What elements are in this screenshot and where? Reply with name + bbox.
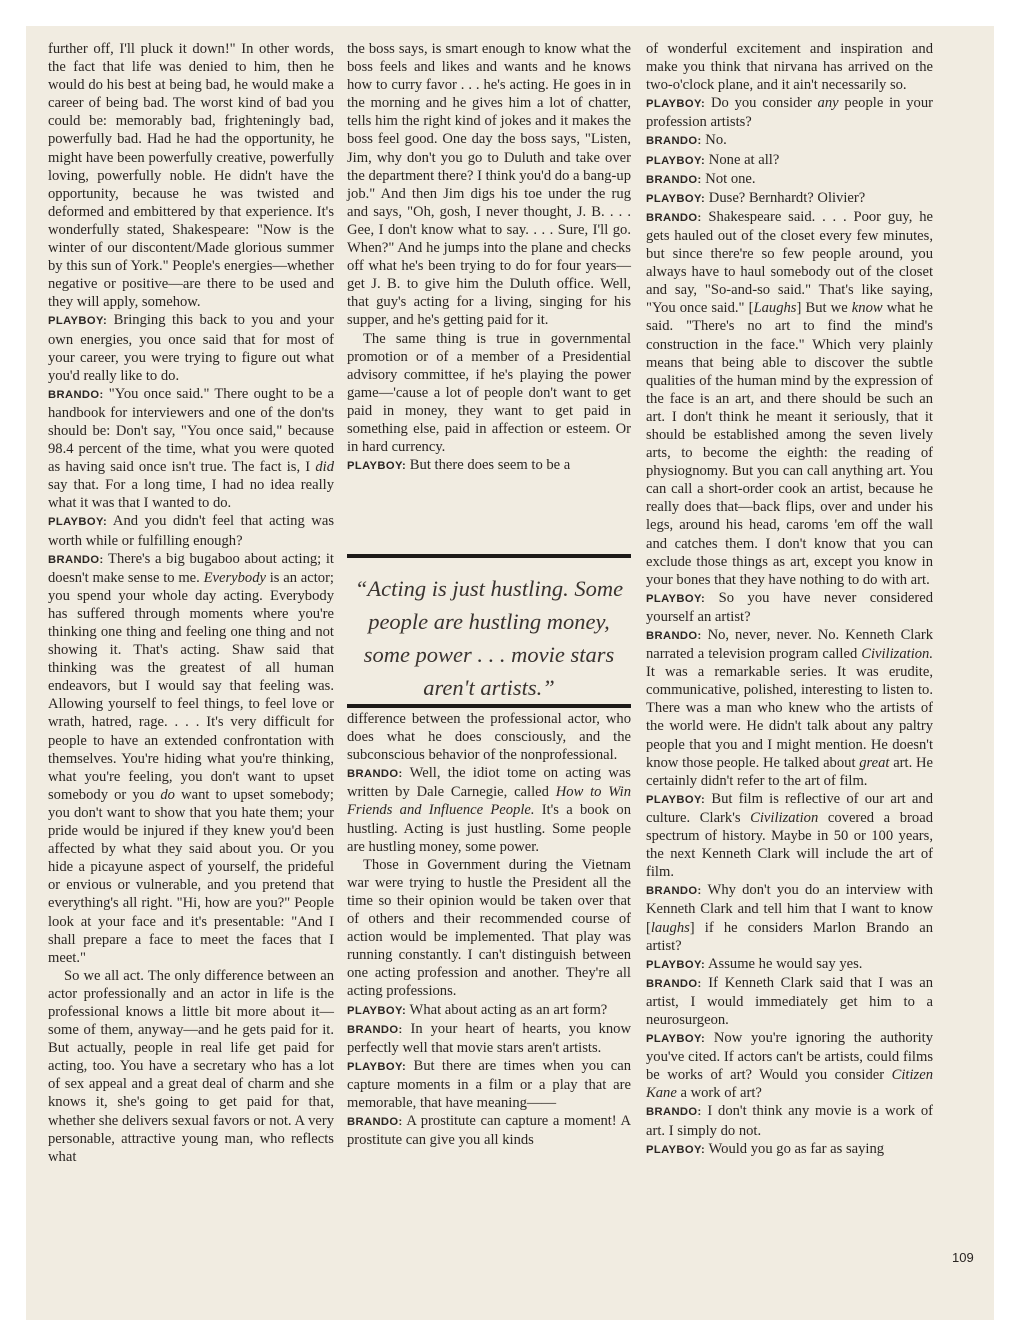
paragraph: PLAYBOY: But film is reflective of our art and culture. Clark's Civilization covered a broad spectrum of history. Maybe in 50 or 100 years, the next Kenneth Clark will include the art of film. [646, 790, 933, 881]
paragraph: the boss says, is smart enough to know what the boss feels and likes and wants and he knows how to curry favor . . . he's acting. He goes in in the morning and he gives him a lot of chatter, tells him the right kind of jokes and it makes the boss feel good. One day the boss says, "Listen, Jim, why don't you go to Duluth and take over the department there? I think you'd do a bang-up job." And then Jim digs his toe under the rug and says, "Oh, gosh, I never thought, J. B. . . . Gee, I don't know what to say. . . . Sure, I'll go. When?" And he jumps into the plane and checks off what he's been trying to do for four years—get J. B. to give him the Duluth office. Well, that guy's acting for a living, singing for his supper, and he's getting paid for it. [347, 41, 631, 329]
paragraph: further off, I'll pluck it down!" In other words, the fact that life was denied to him, then he would do his best at being bad, he would make a career of being bad. The worst kind of bad you could be: memorably bad, frighteningly bad, powerfully bad. Had he had the opportunity, he might have been powerfully creative, powerfully loving, powerfully noble. He didn't have the opportunity, because he was twisted and deformed and embittered by that experience. It's wonderfully stated, Shakespeare: "Now is the winter of our discontent/Made glorious summer by this sun of York." People's energies—whether negative or positive—are there to be used and they will apply, somehow. [48, 41, 334, 311]
paragraph: PLAYBOY: Bringing this back to you and your own energies, you once said that for most of your career, you were trying to figure out what you'd really like to do. [48, 312, 334, 384]
speaker-label: PLAYBOY: [646, 154, 706, 167]
paragraph: BRANDO: Shakespeare said. . . . Poor guy, he gets hauled out of the closet every few minutes, but since there're so few people around, you always have to haul somebody out of the closet and say, "So-and-so said." That's like saying, "You once said." [Laughs] But we know what he said. "There's no art to find the mind's construction in the face." Which very plainly means that being able to discover the subtle qualities of the human mind by the expression of the face is an art, and there should be such an art. I don't think he meant it seriously, that it should be established among the seven lively arts, to become the eighth: the reading of physiognomy. But you can call anything art. You can call a short-order cook an artist, because he really does that—back flips, over and under his legs, around his head, caroms 'em off the wall and catches them. I don't know that you can exclude those things as art, except you know in your bones that they have nothing to do with art. [646, 208, 933, 588]
paragraph: BRANDO: No, never, never. No. Kenneth Clark narrated a television program called Civilization. It was a remarkable series. It was erudite, communicative, polished, interesting to listen to. There was a man who knew who the artists of the world were. He didn't talk about any paltry people that you and I might mention. He doesn't know those people. He talked about great art. He certainly didn't refer to the art of film. [646, 627, 933, 789]
paragraph: PLAYBOY: Now you're ignoring the authority you've cited. If actors can't be artists, could films be works of art? Would you consider Citizen Kane a work of art? [646, 1030, 933, 1102]
paragraph: Those in Government during the Vietnam war were trying to hustle the President all the time so their opinion would be taken over that of others and their recommended course of action would be implemented. That play was running constantly. I can't distinguish between one acting profession and another. They're all acting professions. [347, 856, 631, 1000]
speaker-label: BRANDO: [646, 1106, 702, 1119]
paragraph: PLAYBOY: Assume he would say yes. [646, 955, 863, 972]
speaker-label: PLAYBOY: [646, 958, 706, 971]
speaker-label: BRANDO: [646, 885, 702, 898]
speaker-label: BRANDO: [646, 630, 702, 642]
paragraph: BRANDO: If Kenneth Clark said that I was an artist, I would immediately get him to a neurosurgeon. [646, 974, 933, 1028]
divider [347, 554, 631, 558]
paragraph: BRANDO: Not one. [646, 170, 756, 187]
paragraph: PLAYBOY: Would you go as far as saying [646, 1140, 885, 1157]
text-column-2-continued [347, 710, 631, 1149]
paragraph: BRANDO: Well, the idiot tome on acting was written by Dale Carnegie, called How to Win Friends and Influence People. It's a book on hustling. Acting is just hustling. Some people are hustling money, some power. [347, 765, 632, 855]
paragraph: BRANDO: "You once said." There ought to be a handbook for interviewers and one of the don'ts should be: Don't say, "You once said," because 98.4 percent of the time, what you were quoted as having said once isn't true. The fact is, I did say that. For a long time, I had no idea really what it was that I wanted to do. [48, 385, 334, 512]
paragraph: PLAYBOY: So you have never considered yourself an artist? [646, 589, 933, 625]
paragraph: PLAYBOY: Do you consider any people in your profession artists? [646, 95, 933, 131]
pull-quote [347, 554, 631, 712]
magazine-page [26, 26, 994, 1320]
speaker-label: PLAYBOY: [646, 98, 706, 111]
speaker-label: PLAYBOY: [347, 460, 407, 473]
paragraph: BRANDO: No. [646, 132, 727, 149]
speaker-label: PLAYBOY: [646, 1143, 706, 1156]
paragraph: BRANDO: There's a big bugaboo about acting; it doesn't make sense to me. Everybody is an actor; you spend your whole day acting. Everybody has suffered through moments where you're thinking one thing and feeling one thing and not showing it. That's acting. Shaw said that thinking was the greatest of all human endeavors, but I would say that feeling was. Allowing yourself to feel things, to feel love or wrath, hatred, rage. . . . It's very difficult for people to have an extended confrontation with themselves. You're hiding what you're thinking, what you're feeling, you don't want to upset somebody or you do want to upset somebody; you don't want to show that you hate them; your pride would be injured if they knew you'd been affected by what they said about you. Or you hide a picayune aspect of yourself, the prideful or envious or vulnerable, and you pretend that everything's all right. "Hi, how are you?" People look at your face and it's presentable: "And I shall prepare a face to meet the faces that I meet." [48, 550, 334, 966]
speaker-label: BRANDO: [347, 1116, 403, 1129]
speaker-label: BRANDO: [646, 977, 702, 990]
paragraph: BRANDO: I don't think any movie is a work of art. I simply do not. [646, 1103, 933, 1139]
speaker-label: PLAYBOY: [646, 592, 706, 605]
paragraph: PLAYBOY: Duse? Bernhardt? Olivier? [646, 189, 866, 206]
text-column-1 [48, 40, 334, 1166]
speaker-label: PLAYBOY: [347, 1004, 407, 1017]
speaker-label: BRANDO: [347, 768, 403, 781]
divider [347, 704, 631, 708]
speaker-label: BRANDO: [646, 173, 702, 186]
paragraph: PLAYBOY: But there are times when you can capture moments in a film or a play that are memorable, that have meaning—— [347, 1057, 631, 1111]
speaker-label: PLAYBOY: [48, 315, 108, 328]
page-number: 109 [952, 1250, 974, 1265]
paragraph: PLAYBOY: What about acting as an art form? [347, 1001, 608, 1018]
paragraph: PLAYBOY: But there does seem to be a [347, 457, 571, 474]
speaker-label: BRANDO: [646, 211, 702, 224]
text-column-3 [646, 40, 933, 1159]
paragraph: The same thing is true in governmental promotion or of a member of a Presidential advisory committee, if he's playing the power game—'cause a lot of people don't want to get paid in money, they want to get paid in something else, paid in affection or esteem. Or in hard currency. [347, 330, 631, 456]
paragraph: PLAYBOY: And you didn't feel that acting was worth while or fulfilling enough? [48, 513, 334, 549]
paragraph: of wonderful excitement and inspiration and make you think that nirvana has arrived on the two-o'clock plane, and it ain't necessarily so. [646, 41, 933, 94]
speaker-label: PLAYBOY: [48, 516, 108, 529]
text-column-2 [347, 40, 631, 475]
speaker-label: BRANDO: [646, 135, 702, 148]
speaker-label: BRANDO: [48, 388, 104, 401]
paragraph: PLAYBOY: None at all? [646, 151, 780, 168]
speaker-label: PLAYBOY: [646, 793, 706, 806]
paragraph: So we all act. The only difference between an actor professionally and an actor in life is the professional knows a little bit more about it—some of them, anyway—and he gets paid for it. But actually, people in real life get paid for acting, too. You have a secretary who has a lot of sex appeal and a great deal of charm and she knows it, she's going to get paid for that, whether she delivers sexual favors or not. A very personable, attractive young man, who reflects what [48, 967, 334, 1165]
speaker-label: BRANDO: [48, 553, 104, 566]
paragraph: BRANDO: Why don't you do an interview with Kenneth Clark and tell him that I want to know [laughs] if he considers Marlon Brando an artist? [646, 882, 933, 954]
paragraph: BRANDO: A prostitute can capture a moment! A prostitute can give you all kinds [347, 1113, 631, 1149]
speaker-label: PLAYBOY: [347, 1060, 407, 1073]
pull-quote-text: “Acting is just hustling. Some people are hustling money, some power . . . movie stars aren't artists.” [354, 576, 624, 700]
speaker-label: PLAYBOY: [646, 1033, 706, 1046]
paragraph: BRANDO: In your heart of hearts, you know perfectly well that movie stars aren't artists. [347, 1020, 631, 1056]
speaker-label: PLAYBOY: [646, 192, 706, 205]
speaker-label: BRANDO: [347, 1023, 403, 1036]
paragraph: difference between the professional actor, who does what he does consciously, and the subconscious behavior of the nonprofessional. [347, 711, 631, 764]
